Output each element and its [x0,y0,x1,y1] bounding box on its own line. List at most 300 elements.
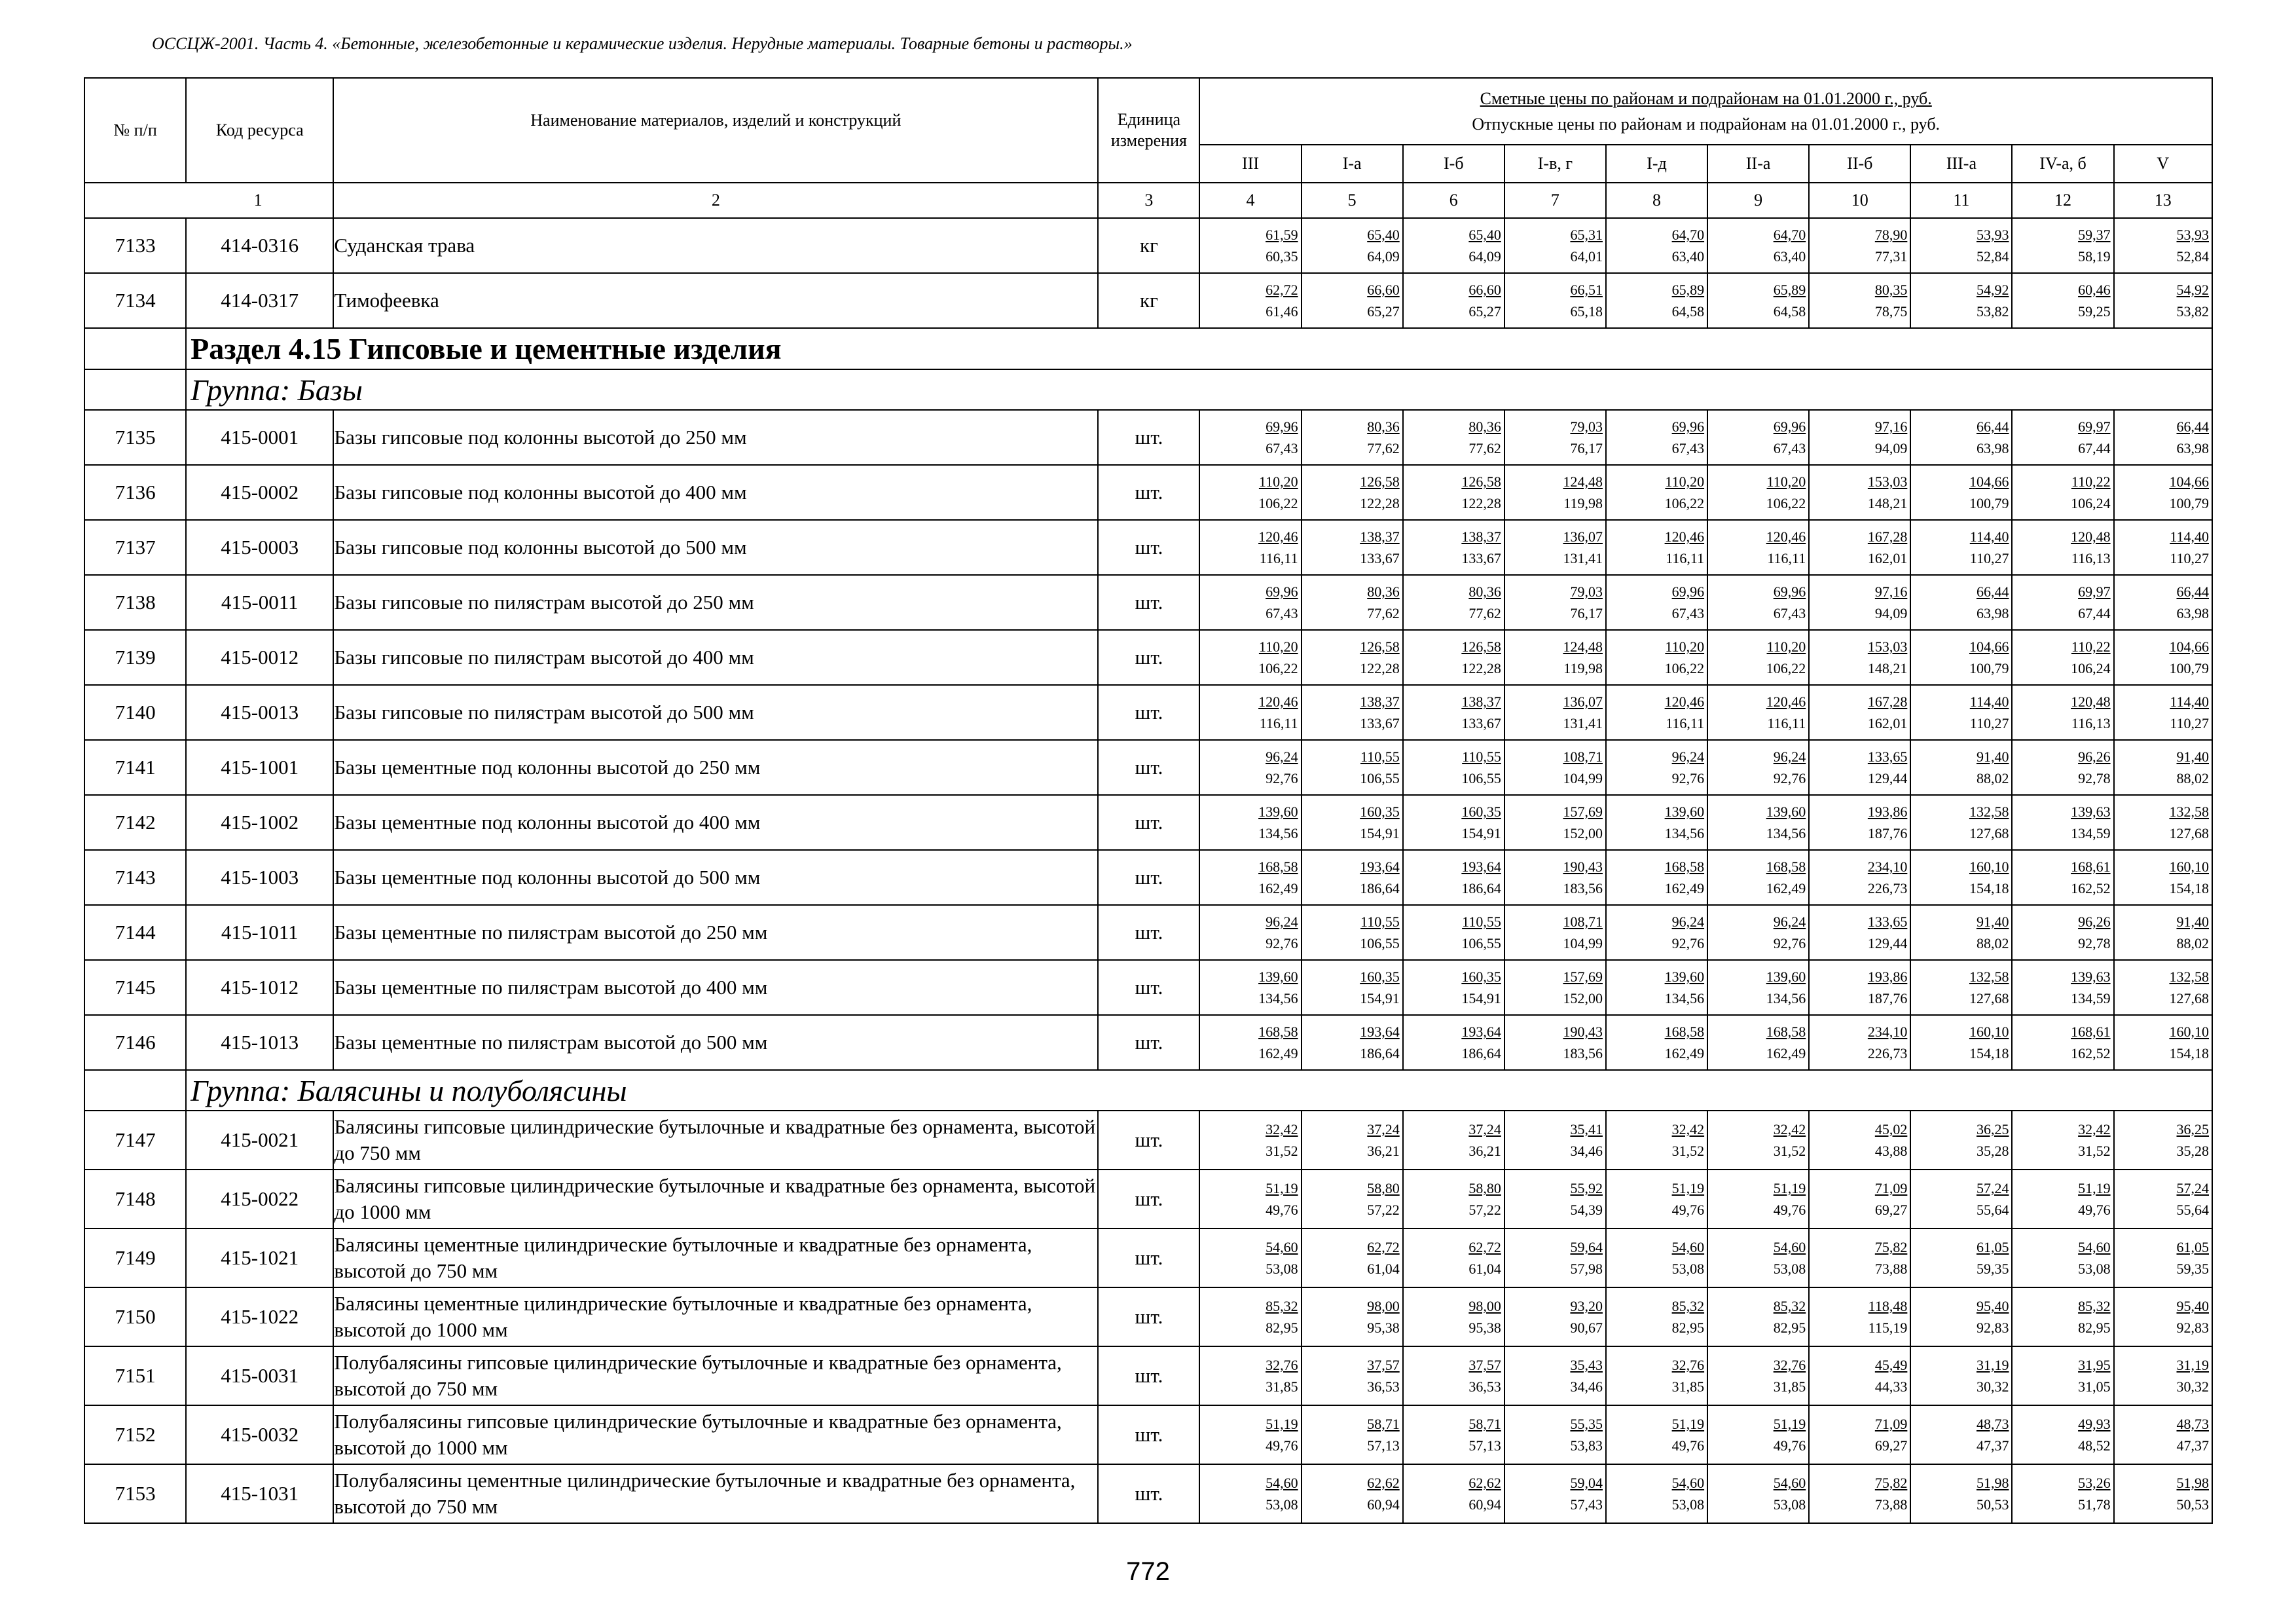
estimate-price: 71,09 [1874,1180,1908,1196]
estimate-price: 69,96 [1266,583,1298,600]
estimate-price: 75,82 [1874,1475,1908,1491]
price-cell [1910,1170,2012,1228]
col-header-code: Код ресурса [186,78,333,183]
price-cell [1403,795,1504,850]
release-price: 53,82 [1976,303,2009,320]
unit-of-measure: шт. [1098,575,1199,630]
release-price: 57,13 [1367,1437,1400,1454]
estimate-price: 55,35 [1570,1416,1603,1432]
unit-of-measure: шт. [1098,410,1199,465]
release-price: 63,40 [1773,248,1806,265]
release-price: 73,88 [1874,1261,1908,1277]
estimate-price: 160,35 [1360,803,1400,820]
col-index: 2 [333,183,1098,218]
estimate-price: 126,58 [1360,638,1400,655]
resource-code: 415-1031 [186,1464,333,1523]
estimate-price: 110,55 [1462,913,1501,930]
release-price: 77,62 [1468,440,1501,456]
release-price: 36,53 [1367,1378,1400,1395]
estimate-price: 91,40 [1976,748,2009,765]
estimate-price: 31,19 [1976,1357,2009,1373]
price-cell [1809,273,1910,328]
release-price: 64,09 [1367,248,1400,265]
price-cell [2012,465,2113,520]
price-cell [2114,795,2212,850]
row-number: 7144 [84,905,186,960]
release-price: 187,76 [1867,990,1908,1006]
estimate-price: 58,80 [1367,1180,1400,1196]
price-cell [2012,1464,2113,1523]
price-cell [1504,1464,1606,1523]
release-price: 119,98 [1563,495,1603,511]
price-cell [1504,273,1606,328]
release-price: 76,17 [1570,605,1603,621]
price-cell [1302,520,1403,575]
price-cell [1707,1015,1809,1070]
estimate-price: 190,43 [1563,858,1603,875]
price-cell [1707,1170,1809,1228]
price-cell [1910,960,2012,1015]
row-number: 7141 [84,740,186,795]
release-price: 92,76 [1266,770,1298,786]
price-cell [1403,740,1504,795]
estimate-price: 104,66 [1969,638,2009,655]
price-cell [1910,685,2012,740]
item-name: Базы гипсовые под колонны высотой до 250 мм [333,410,1098,465]
estimate-price: 193,64 [1360,1024,1400,1040]
price-cell [1606,218,1707,273]
price-cell [1606,273,1707,328]
row-number: 7134 [84,273,186,328]
price-cell [1302,1170,1403,1228]
estimate-price: 65,31 [1570,227,1603,243]
table-row [84,685,2212,740]
price-cell [1302,740,1403,795]
estimate-price: 132,58 [2169,969,2209,985]
price-cell [1403,1287,1504,1346]
estimate-price: 110,55 [1360,913,1400,930]
release-price: 92,76 [1773,770,1806,786]
col-index: 6 [1403,183,1504,218]
estimate-price: 66,44 [1976,418,2009,435]
price-cell [1403,1170,1504,1228]
row-number: 7140 [84,685,186,740]
price-cell [1199,273,1301,328]
estimate-price: 65,40 [1367,227,1400,243]
estimate-price: 64,70 [1773,227,1806,243]
price-cell [1707,685,1809,740]
release-price: 65,27 [1367,303,1400,320]
price-cell [2114,520,2212,575]
price-cell [1504,410,1606,465]
release-price: 77,62 [1468,605,1501,621]
estimate-price: 193,86 [1867,803,1908,820]
price-cell [1809,575,1910,630]
release-price: 63,98 [1976,605,2009,621]
price-cell [1606,795,1707,850]
estimate-price: 168,58 [1258,858,1298,875]
row-number: 7142 [84,795,186,850]
price-cell [1302,575,1403,630]
price-cell [1910,575,2012,630]
estimate-price: 133,65 [1867,748,1908,765]
release-price: 73,88 [1874,1496,1908,1513]
release-price: 57,98 [1570,1261,1603,1277]
col-index: 12 [2012,183,2113,218]
estimate-price: 61,05 [1976,1239,2009,1255]
price-cell [1302,795,1403,850]
release-price: 53,83 [1570,1437,1603,1454]
release-price: 154,91 [1461,990,1501,1006]
price-cell [1302,1287,1403,1346]
price-cell [1707,1464,1809,1523]
release-price: 127,68 [2169,825,2209,841]
row-number: 7143 [84,850,186,905]
estimate-price: 54,60 [1671,1239,1705,1255]
price-cell [1910,740,2012,795]
table-row [84,575,2212,630]
price-cell [1606,1405,1707,1464]
release-price: 67,43 [1266,440,1298,456]
release-price: 106,22 [1766,660,1806,676]
group-title: Группа: Балясины и полуболясины [186,1070,2212,1111]
estimate-price: 108,71 [1563,913,1603,930]
item-name: Тимофеевка [333,273,1098,328]
row-number: 7138 [84,575,186,630]
estimate-price: 138,37 [1360,528,1400,545]
release-price: 36,21 [1367,1143,1400,1159]
estimate-price: 32,42 [1773,1121,1806,1137]
col-index: 4 [1199,183,1301,218]
estimate-price: 168,58 [1664,1024,1705,1040]
price-cell [2114,575,2212,630]
release-price: 122,28 [1461,660,1501,676]
release-price: 54,39 [1570,1202,1603,1218]
table-row [84,1464,2212,1523]
estimate-price: 120,48 [2071,693,2111,710]
unit-of-measure: шт. [1098,960,1199,1015]
estimate-price: 69,96 [1671,583,1705,600]
estimate-price: 54,60 [1266,1239,1298,1255]
price-cell [1707,218,1809,273]
estimate-price: 51,19 [1266,1416,1298,1432]
release-price: 82,95 [1266,1320,1298,1336]
price-cell [1199,905,1301,960]
price-cell [1302,850,1403,905]
unit-of-measure: шт. [1098,465,1199,520]
release-price: 92,76 [1266,935,1298,951]
release-price: 92,83 [2176,1320,2209,1336]
release-price: 162,52 [2071,1045,2111,1061]
estimate-price: 61,05 [2176,1239,2209,1255]
table-row [84,465,2212,520]
item-name: Суданская трава [333,218,1098,273]
estimate-price: 95,40 [2176,1298,2209,1314]
release-price: 122,28 [1360,660,1400,676]
col-header-num: № п/п [84,78,186,183]
estimate-price: 59,37 [2078,227,2111,243]
resource-code: 415-1001 [186,740,333,795]
estimate-price: 66,44 [2176,418,2209,435]
release-price: 226,73 [1867,1045,1908,1061]
row-number: 7151 [84,1346,186,1405]
price-cell [1707,905,1809,960]
release-price: 64,09 [1468,248,1501,265]
price-cell [1809,960,1910,1015]
col-index: 11 [1910,183,2012,218]
release-price: 30,32 [2176,1378,2209,1395]
row-number: 7136 [84,465,186,520]
price-cell [1504,1405,1606,1464]
prices-release-caption: Отпускные цены по районам и подрайонам на 01.01.2000 г., руб. [1472,115,1941,134]
price-cell [2012,960,2113,1015]
price-cell [1809,1228,1910,1287]
price-cell [1302,465,1403,520]
table-row [84,1405,2212,1464]
estimate-price: 62,62 [1367,1475,1400,1491]
release-price: 115,19 [1868,1320,1908,1336]
estimate-price: 190,43 [1563,1024,1603,1040]
price-cell [2114,1111,2212,1170]
release-price: 134,56 [1766,990,1806,1006]
release-price: 67,43 [1266,605,1298,621]
release-price: 106,22 [1258,660,1298,676]
row-number: 7153 [84,1464,186,1523]
estimate-price: 168,58 [1258,1024,1298,1040]
price-cell [1199,740,1301,795]
region-header: II-а [1707,145,1809,183]
release-price: 110,27 [1969,715,2009,731]
table-row [84,1111,2212,1170]
price-cell [1504,685,1606,740]
release-price: 47,37 [2176,1437,2209,1454]
price-cell [1809,520,1910,575]
estimate-price: 45,49 [1874,1357,1908,1373]
price-cell [1606,465,1707,520]
release-price: 162,49 [1664,1045,1705,1061]
price-cell [1707,520,1809,575]
price-cell [2012,850,2113,905]
estimate-price: 59,64 [1570,1239,1603,1255]
price-cell [2012,1015,2113,1070]
estimate-price: 85,32 [2078,1298,2111,1314]
release-price: 106,22 [1664,495,1705,511]
price-cell [1707,1405,1809,1464]
release-price: 58,19 [2078,248,2111,265]
release-price: 64,01 [1570,248,1603,265]
table-header [84,78,2212,218]
estimate-price: 91,40 [1976,913,2009,930]
release-price: 59,35 [2176,1261,2209,1277]
price-cell [1606,1111,1707,1170]
price-cell [1910,1111,2012,1170]
release-price: 92,76 [1671,935,1705,951]
price-cell [1606,410,1707,465]
release-price: 133,67 [1360,715,1400,731]
release-price: 67,43 [1773,440,1806,456]
release-price: 110,27 [1969,550,2009,566]
resource-code: 415-0031 [186,1346,333,1405]
release-price: 49,76 [2078,1202,2111,1218]
price-cell [1910,465,2012,520]
price-cell [1809,1287,1910,1346]
release-price: 106,24 [2071,495,2111,511]
col-header-prices [1199,78,2212,145]
estimate-price: 96,24 [1266,913,1298,930]
release-price: 106,55 [1360,935,1400,951]
release-price: 48,52 [2078,1437,2111,1454]
estimate-price: 54,60 [1671,1475,1705,1491]
empty-cell [84,328,186,369]
estimate-price: 120,46 [1664,693,1705,710]
release-price: 134,59 [2071,990,2111,1006]
estimate-price: 133,65 [1867,913,1908,930]
price-cell [1504,1346,1606,1405]
release-price: 92,78 [2078,770,2111,786]
price-cell [1809,1015,1910,1070]
row-number: 7147 [84,1111,186,1170]
price-cell [1910,850,2012,905]
release-price: 133,67 [1360,550,1400,566]
price-cell [1504,630,1606,685]
estimate-price: 193,64 [1461,858,1501,875]
price-cell [1199,1015,1301,1070]
release-price: 154,91 [1360,990,1400,1006]
price-cell [1199,1405,1301,1464]
row-number: 7149 [84,1228,186,1287]
release-price: 52,84 [1976,248,2009,265]
estimate-price: 136,07 [1563,528,1603,545]
price-cell [1707,1228,1809,1287]
estimate-price: 160,35 [1461,803,1501,820]
unit-of-measure: шт. [1098,1464,1199,1523]
estimate-price: 114,40 [1969,693,2009,710]
col-header-unit: Единица измерения [1098,78,1199,183]
row-number: 7135 [84,410,186,465]
release-price: 131,41 [1563,550,1603,566]
release-price: 154,18 [1969,1045,2009,1061]
price-cell [1504,1228,1606,1287]
item-name: Балясины гипсовые цилиндрические бутылочные и квадратные без орнамента, высотой до 1000 мм [333,1170,1098,1228]
estimate-price: 160,10 [2169,1024,2209,1040]
estimate-price: 51,98 [2176,1475,2209,1491]
price-cell [1809,218,1910,273]
resource-code: 415-1002 [186,795,333,850]
estimate-price: 79,03 [1570,583,1603,600]
estimate-price: 120,46 [1766,693,1806,710]
price-cell [1302,905,1403,960]
estimate-price: 80,36 [1367,418,1400,435]
estimate-price: 51,19 [2078,1180,2111,1196]
resource-code: 415-0021 [186,1111,333,1170]
price-cell [2114,410,2212,465]
price-cell [2012,410,2113,465]
release-price: 30,32 [1976,1378,2009,1395]
price-cell [1403,465,1504,520]
estimate-price: 53,26 [2078,1475,2111,1491]
item-name: Базы гипсовые по пилястрам высотой до 400 мм [333,630,1098,685]
table-row [84,795,2212,850]
price-cell [2012,520,2113,575]
price-cell [2012,1170,2113,1228]
release-price: 67,44 [2078,605,2111,621]
item-name: Полубалясины гипсовые цилиндрические бутылочные и квадратные без орнамента, высотой до 1000 мм [333,1405,1098,1464]
estimate-price: 110,20 [1258,473,1298,490]
group-title: Группа: Базы [186,369,2212,410]
price-cell [1809,685,1910,740]
item-name: Базы гипсовые под колонны высотой до 400 мм [333,465,1098,520]
item-name: Полубалясины цементные цилиндрические бутылочные и квадратные без орнамента, высотой до 750 мм [333,1464,1098,1523]
item-name: Базы гипсовые по пилястрам высотой до 500 мм [333,685,1098,740]
estimate-price: 139,60 [1664,969,1705,985]
price-cell [1504,465,1606,520]
estimate-price: 168,61 [2071,858,2111,875]
release-price: 53,08 [1266,1261,1298,1277]
empty-cell [84,369,186,410]
col-index: 13 [2114,183,2212,218]
release-price: 49,76 [1266,1437,1298,1454]
estimate-price: 61,59 [1266,227,1298,243]
estimate-price: 160,10 [1969,1024,2009,1040]
price-cell [1606,575,1707,630]
estimate-price: 57,24 [1976,1180,2009,1196]
estimate-price: 118,48 [1868,1298,1908,1314]
estimate-price: 58,71 [1468,1416,1501,1432]
release-price: 61,04 [1468,1261,1501,1277]
release-price: 106,55 [1461,770,1501,786]
resource-code: 415-1012 [186,960,333,1015]
price-cell [1504,575,1606,630]
table-row [84,1287,2212,1346]
estimate-price: 37,57 [1367,1357,1400,1373]
unit-of-measure: шт. [1098,685,1199,740]
release-price: 63,98 [2176,605,2209,621]
release-price: 110,27 [2170,550,2209,566]
estimate-price: 157,69 [1563,969,1603,985]
group-heading-row [84,369,2212,410]
estimate-price: 64,70 [1671,227,1705,243]
price-cell [1302,1111,1403,1170]
price-cell [2114,1287,2212,1346]
release-price: 116,11 [1666,715,1705,731]
price-cell [1606,960,1707,1015]
price-cell [1707,1346,1809,1405]
estimate-price: 96,24 [1671,748,1705,765]
price-cell [2114,740,2212,795]
release-price: 162,49 [1766,1045,1806,1061]
release-price: 67,44 [2078,440,2111,456]
release-price: 53,08 [1671,1496,1705,1513]
estimate-price: 96,24 [1773,913,1806,930]
release-price: 134,56 [1258,990,1298,1006]
estimate-price: 79,03 [1570,418,1603,435]
price-cell [1199,218,1301,273]
price-cell [1809,795,1910,850]
table-row [84,410,2212,465]
estimate-price: 120,46 [1766,528,1806,545]
release-price: 183,56 [1563,1045,1603,1061]
col-index: 7 [1504,183,1606,218]
release-price: 119,98 [1563,660,1603,676]
release-price: 63,40 [1671,248,1705,265]
estimate-price: 35,43 [1570,1357,1603,1373]
release-price: 133,67 [1461,715,1501,731]
release-price: 53,08 [2078,1261,2111,1277]
estimate-price: 98,00 [1468,1298,1501,1314]
price-cell [1910,1464,2012,1523]
price-cell [1199,410,1301,465]
price-cell [1809,905,1910,960]
